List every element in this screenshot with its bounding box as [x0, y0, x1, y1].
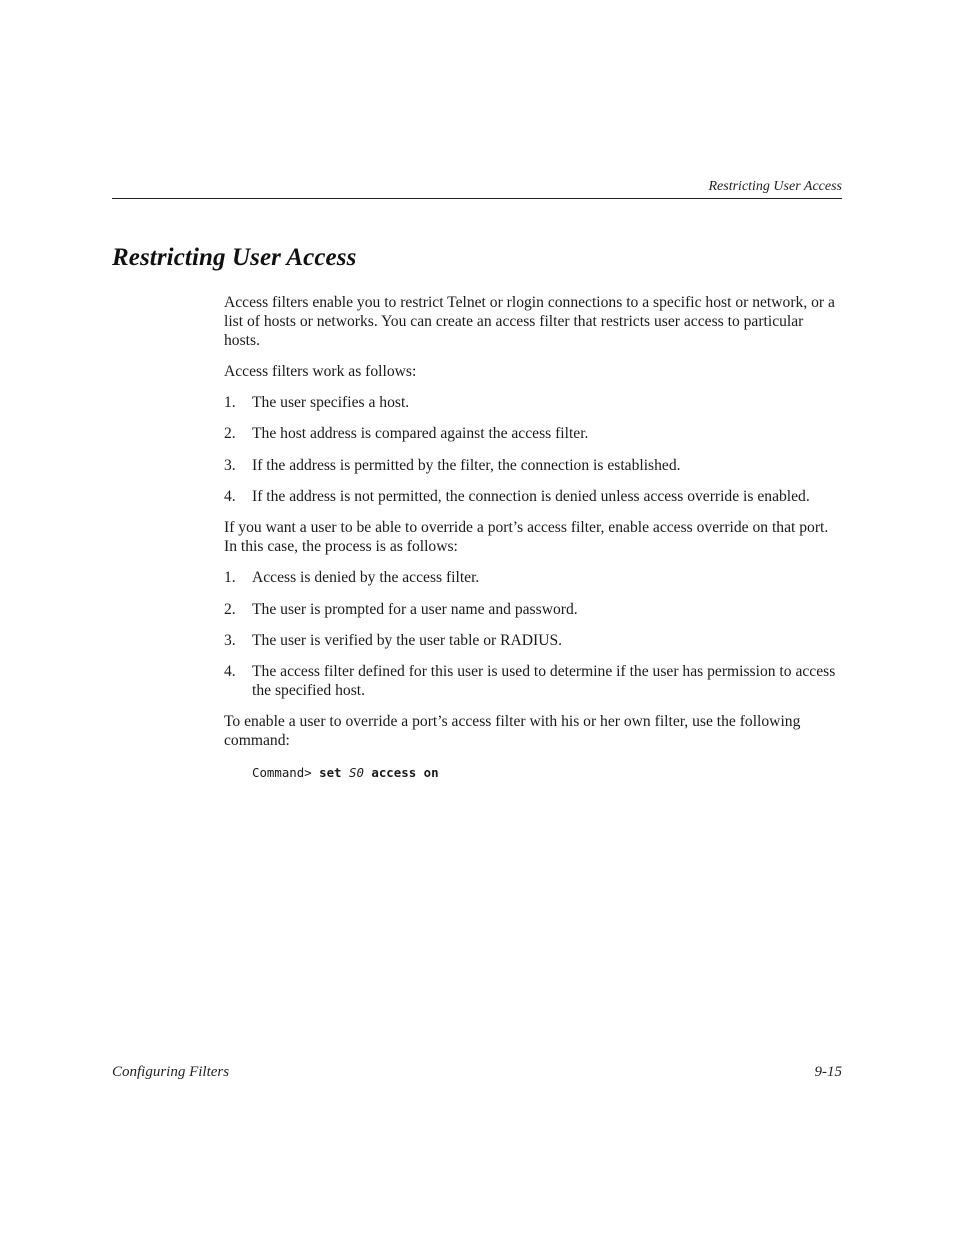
list-item-number: 4. — [224, 663, 236, 681]
list-item — [224, 663, 839, 701]
list-item — [224, 488, 839, 507]
command-prompt: Command> — [252, 764, 320, 780]
list-item-number: 2. — [224, 425, 236, 443]
page-title: Restricting User Access — [112, 244, 357, 271]
list-item — [224, 632, 839, 651]
list-item-text: If the address is not permitted, the connection is denied unless access override is enabled. — [252, 488, 810, 506]
list-item-text: The host address is compared against the access filter. — [252, 425, 589, 443]
list-item-text: If the address is permitted by the filter, the connection is established. — [252, 456, 681, 474]
command-example — [252, 764, 839, 782]
intro-paragraph: Access filters enable you to restrict Telnet or rlogin connections to a specific host or network, or a list of hosts or networks. You can create an access filter that restricts user access to particular hosts. — [224, 294, 835, 349]
list-item-text: The user is verified by the user table or RADIUS. — [252, 632, 563, 650]
list-item-number: 1. — [224, 394, 236, 412]
list-item-number: 3. — [224, 456, 236, 474]
list-item — [224, 569, 839, 588]
footer-page-number: 9-15 — [814, 1064, 842, 1080]
footer-chapter: Configuring Filters — [112, 1064, 230, 1080]
override-steps-list — [224, 569, 839, 700]
works-intro-paragraph: Access filters work as follows: — [224, 362, 417, 380]
running-header: Restricting User Access — [708, 179, 842, 194]
list-item-number: 2. — [224, 600, 236, 618]
access-steps-list — [224, 394, 839, 507]
command-keyword-set: set — [319, 764, 342, 780]
list-item — [224, 425, 839, 444]
list-item — [224, 457, 839, 476]
list-item-text: The user is prompted for a user name and password. — [252, 600, 578, 618]
list-item-number: 1. — [224, 569, 236, 587]
list-item — [224, 601, 839, 620]
list-item-number: 4. — [224, 488, 236, 506]
list-item-number: 3. — [224, 632, 236, 650]
override-intro-paragraph: If you want a user to be able to override a port’s access filter, enable access override on that port. In this case, the process is as follows: — [224, 519, 829, 556]
list-item-text: The user specifies a host. — [252, 394, 410, 412]
command-keyword-rest: access on — [371, 764, 439, 780]
command-variable: S0 — [349, 764, 364, 780]
list-item-text: The access filter defined for this user is used to determine if the user has permission to access the specified host. — [252, 663, 836, 700]
header-rule — [112, 198, 842, 199]
command-intro-paragraph: To enable a user to override a port’s access filter with his or her own filter, use the following command: — [224, 713, 801, 750]
list-item-text: Access is denied by the access filter. — [252, 569, 480, 587]
body-content — [224, 294, 839, 782]
list-item — [224, 394, 839, 413]
